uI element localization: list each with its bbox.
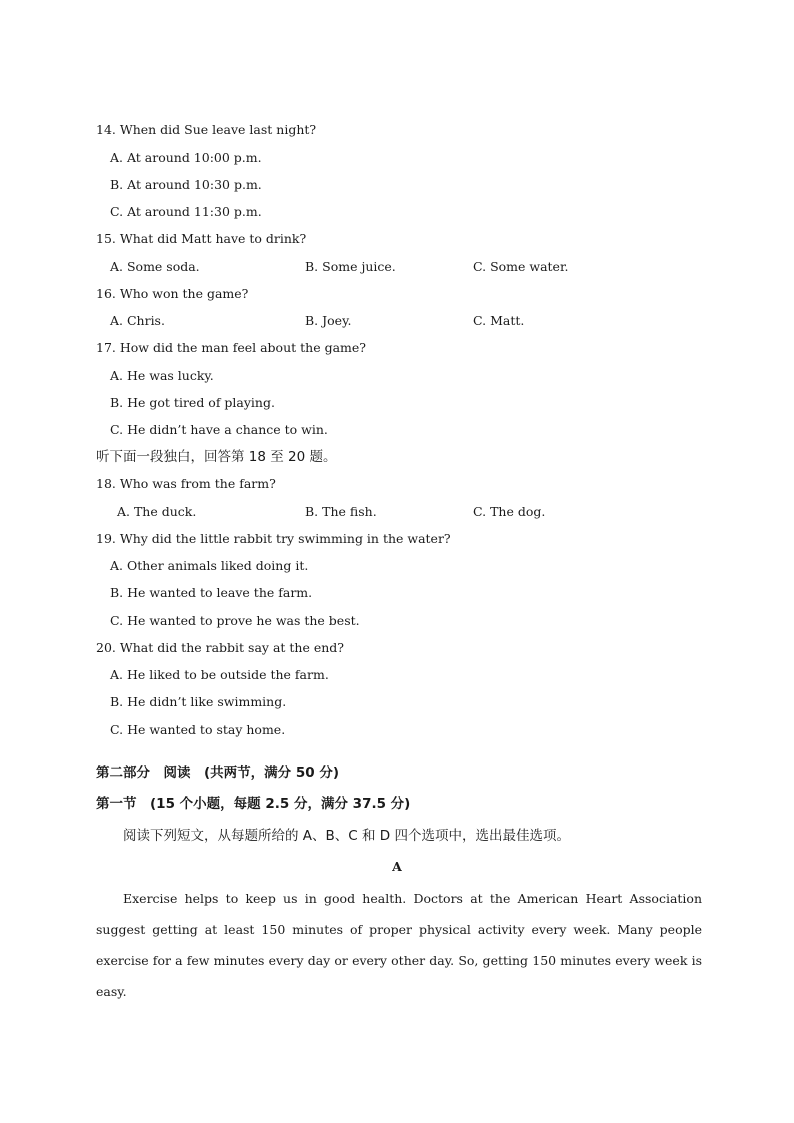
section1-heading: 第一节 (15 个小题，每题 2.5 分，满分 37.5 分) [96, 796, 411, 812]
question-18-option-a: A. The duck. [117, 504, 197, 519]
question-18-option-c: C. The dog. [473, 504, 546, 519]
question-16-stem: 16. Who won the game? [96, 286, 249, 301]
question-17-option-c: C. He didn’t have a chance to win. [110, 422, 328, 437]
question-17-option-a: A. He was lucky. [110, 368, 214, 383]
question-15-option-c: C. Some water. [473, 259, 569, 274]
passage-text: Exercise helps to keep us in good health. Doctors at the American Heart Association suggest getting at least 150 minutes of proper physical activity every week. Many people exercise for a few minutes every day or every other day. So, getting 150 minutes every week is easy. [96, 891, 702, 999]
question-17-option-b: B. He got tired of playing. [110, 395, 275, 410]
question-16-option-a: A. Chris. [110, 313, 165, 328]
question-18-stem: 18. Who was from the farm? [96, 476, 276, 491]
part2-heading: 第二部分 阅读 (共两节，满分 50 分) [96, 765, 340, 781]
question-19-stem: 19. Why did the little rabbit try swimming in the water? [96, 531, 451, 546]
reading-instruction: 阅读下列短文，从每题所给的 A、B、C 和 D 四个选项中，选出最佳选项。 [123, 828, 570, 844]
question-19-option-c: C. He wanted to prove he was the best. [110, 613, 360, 628]
question-14-option-a: A. At around 10:00 p.m. [110, 150, 262, 165]
question-15-option-b: B. Some juice. [305, 259, 396, 274]
question-19-option-a: A. Other animals liked doing it. [110, 558, 309, 573]
question-15-option-a: A. Some soda. [110, 259, 200, 274]
question-18-option-b: B. The fish. [305, 504, 377, 519]
question-19-option-b: B. He wanted to leave the farm. [110, 585, 313, 600]
monologue-instruction: 听下面一段独白，回答第 18 至 20 题。 [96, 449, 337, 465]
question-14-option-c: C. At around 11:30 p.m. [110, 204, 262, 219]
question-14-option-b: B. At around 10:30 p.m. [110, 177, 262, 192]
question-14-stem: 14. When did Sue leave last night? [96, 122, 317, 137]
passage-label: A [392, 859, 402, 874]
question-16-option-b: B. Joey. [305, 313, 352, 328]
question-16-option-c: C. Matt. [473, 313, 525, 328]
question-20-option-b: B. He didn’t like swimming. [110, 694, 287, 709]
question-15-stem: 15. What did Matt have to drink? [96, 231, 307, 246]
question-20-stem: 20. What did the rabbit say at the end? [96, 640, 344, 655]
question-20-option-a: A. He liked to be outside the farm. [110, 667, 329, 682]
question-20-option-c: C. He wanted to stay home. [110, 722, 286, 737]
question-17-stem: 17. How did the man feel about the game? [96, 340, 366, 355]
